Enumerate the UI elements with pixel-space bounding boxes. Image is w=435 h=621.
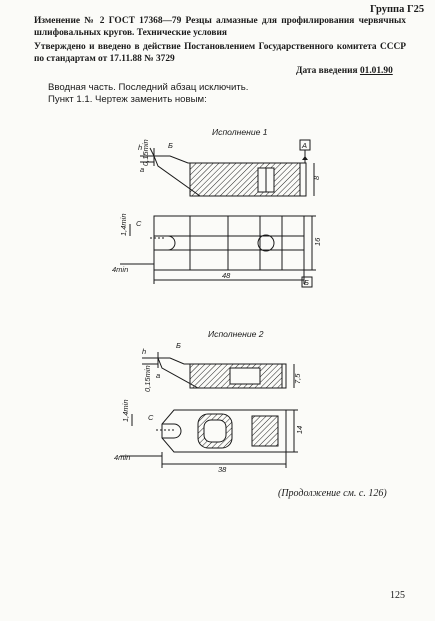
- intro-text: [48, 82, 248, 106]
- drawing-1-datum-a: A: [302, 141, 308, 150]
- drawing-2-caption: Исполнение 2: [208, 329, 264, 339]
- drawing-2-dim-75: 7,5: [293, 373, 302, 384]
- drawing-1-label-h: h: [138, 143, 143, 152]
- drawing-1-dim-48: 48: [222, 271, 231, 280]
- drawing-2-label-h: h: [142, 347, 147, 356]
- drawing-1-dim-16: 16: [313, 237, 322, 246]
- intro-line-2: Пункт 1.1. Чертеж заменить новым:: [48, 94, 207, 105]
- drawing-1-label-a: а: [140, 165, 145, 174]
- drawing-1-dim-4: 4min: [112, 265, 129, 274]
- drawing-2: [112, 338, 312, 478]
- drawing-2-dim-015: 0,15min: [143, 365, 152, 392]
- drawing-1-dim-8: 8: [312, 175, 321, 180]
- group-label: Группа Г25: [370, 4, 425, 15]
- drawing-2-dim-4: 4min: [114, 453, 131, 462]
- drawing-1-label-c: С: [136, 219, 142, 228]
- approval-statement: Утверждено и введено в действие Постановлением Государственного комитета СССР по стандартам от 17.11.88 № 3729: [34, 42, 406, 64]
- drawing-2-dim-38: 38: [218, 465, 227, 474]
- drawing-2-label-c: С: [148, 413, 154, 422]
- drawing-2-label-a: а: [156, 371, 161, 380]
- effective-date: [296, 66, 393, 76]
- drawing-1-datum-b: Б: [304, 278, 309, 287]
- drawing-1-label-b: Б: [168, 141, 173, 150]
- drawing-2-dim-14: 14: [295, 425, 304, 434]
- intro-line-1: Вводная часть. Последний абзац исключить.: [48, 82, 249, 93]
- amendment-title: Изменение № 2 ГОСТ 17368—79 Резцы алмазные для профилирования червячных шлифовальных кругов. Технические условия: [34, 16, 406, 38]
- drawing-2-dim-14min: 1,4min: [121, 399, 130, 422]
- page-number: 125: [390, 590, 405, 601]
- drawing-2-label-b: Б: [176, 341, 181, 350]
- effective-date-label: Дата введения: [296, 66, 358, 76]
- effective-date-value: 01.01.90: [359, 66, 393, 76]
- drawing-1: [110, 136, 330, 292]
- drawing-1-dim-015: 0,15min: [141, 139, 150, 166]
- drawing-1-caption: Исполнение 1: [212, 127, 268, 137]
- continuation-note: (Продолжение см. с. 126): [278, 488, 387, 499]
- drawing-1-dim-14: 1,4min: [119, 213, 128, 236]
